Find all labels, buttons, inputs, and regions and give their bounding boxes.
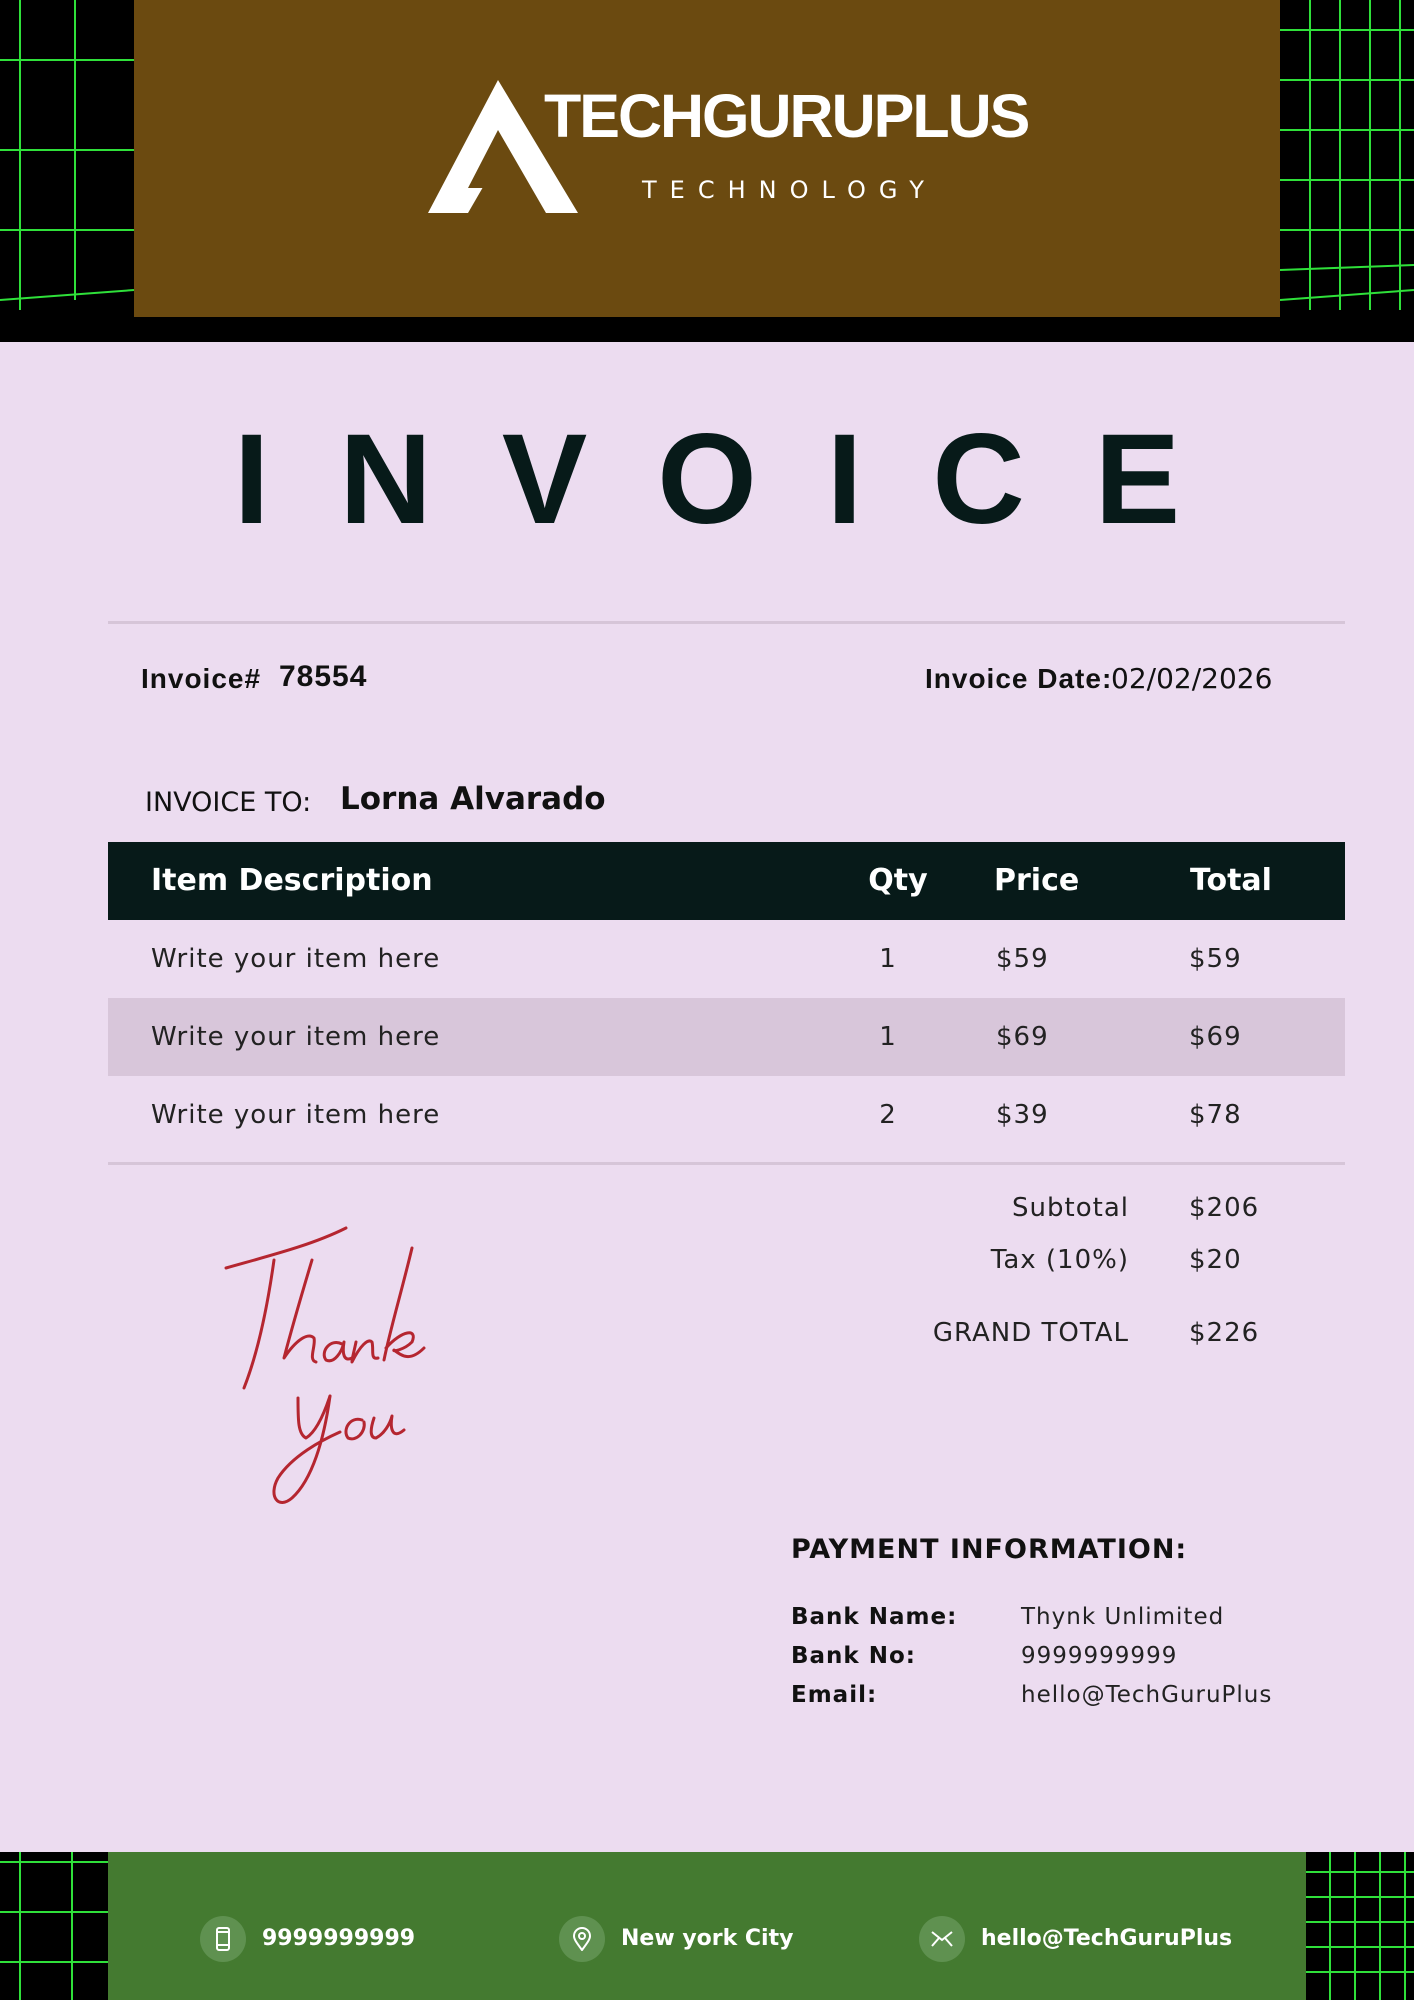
invoice-number-label: Invoice# xyxy=(141,663,262,694)
grand-total-value: $226 xyxy=(1189,1318,1260,1348)
bank-name-label: Bank Name: xyxy=(791,1604,958,1630)
thank-you-signature xyxy=(212,1220,442,1510)
brand-name: TECHGURUPLUS xyxy=(544,82,1029,150)
footer-phone-text: 9999999999 xyxy=(262,1926,416,1951)
item-description: Write your item here xyxy=(151,1100,441,1130)
invoice-date-label: Invoice Date: xyxy=(925,663,1113,694)
invoice-to-name: Lorna Alvarado xyxy=(340,781,606,817)
item-price: $59 xyxy=(996,944,1049,974)
item-total: $78 xyxy=(1189,1100,1242,1130)
document-title: INVOICE xyxy=(233,408,1251,551)
subtotal-value: $206 xyxy=(1189,1193,1260,1223)
table-row xyxy=(108,1076,1345,1154)
item-description: Write your item here xyxy=(151,944,441,974)
invoice-to-label: INVOICE TO: xyxy=(145,787,312,818)
tax-value: $20 xyxy=(1189,1245,1242,1275)
item-qty: 1 xyxy=(879,944,897,974)
divider xyxy=(108,1162,1345,1165)
item-total: $69 xyxy=(1189,1022,1242,1052)
header-price: Price xyxy=(994,863,1080,898)
divider xyxy=(108,621,1345,624)
table-row xyxy=(108,998,1345,1076)
tax-label: Tax (10%) xyxy=(990,1245,1129,1275)
bank-name-value: Thynk Unlimited xyxy=(1021,1604,1225,1630)
location-pin-icon xyxy=(559,1916,605,1962)
grand-total-label: GRAND TOTAL xyxy=(932,1318,1129,1348)
envelope-icon xyxy=(919,1916,965,1962)
payment-heading: PAYMENT INFORMATION: xyxy=(791,1534,1188,1565)
email-label: Email: xyxy=(791,1682,878,1708)
header-total: Total xyxy=(1190,863,1272,898)
footer-bar xyxy=(108,1852,1306,2000)
item-description: Write your item here xyxy=(151,1022,441,1052)
item-price: $69 xyxy=(996,1022,1049,1052)
subtotal-label: Subtotal xyxy=(1012,1193,1129,1223)
item-qty: 2 xyxy=(879,1100,897,1130)
header-banner xyxy=(134,0,1280,317)
item-total: $59 xyxy=(1189,944,1242,974)
table-row xyxy=(108,920,1345,998)
bank-no-label: Bank No: xyxy=(791,1643,916,1669)
header-item-description: Item Description xyxy=(151,863,433,898)
email-value: hello@TechGuruPlus xyxy=(1021,1682,1273,1708)
item-price: $39 xyxy=(996,1100,1049,1130)
table-header-row xyxy=(108,842,1345,920)
item-qty: 1 xyxy=(879,1022,897,1052)
footer-location-text: New york City xyxy=(621,1926,794,1951)
invoice-date-value: 02/02/2026 xyxy=(1111,662,1273,695)
phone-icon xyxy=(200,1916,246,1962)
header-qty: Qty xyxy=(868,863,928,898)
items-table xyxy=(108,842,1345,1154)
invoice-number-value: 78554 xyxy=(279,660,368,693)
bank-no-value: 9999999999 xyxy=(1021,1643,1178,1669)
footer-email-text: hello@TechGuruPlus xyxy=(981,1926,1233,1951)
brand-tagline: TECHNOLOGY xyxy=(642,176,937,204)
